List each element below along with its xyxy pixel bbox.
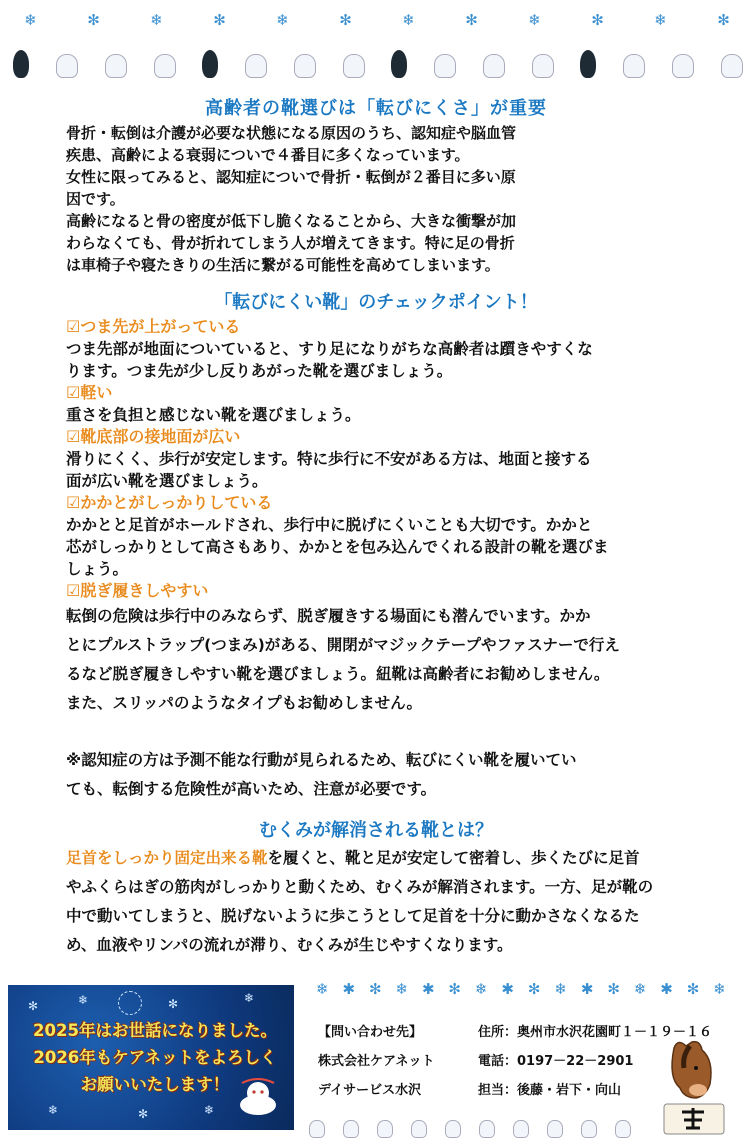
snowflake-icon: ✻ <box>591 11 606 29</box>
checkpoint-heading: ☑脱ぎ履きしやすい <box>66 581 209 600</box>
snowflake-icon: ✻ <box>138 1107 149 1121</box>
checkpoint-text: 滑りにくく、歩行が安定します。特に歩行に不安がある方は、地面と接する <box>66 450 592 468</box>
snowflake-icon: ✻ <box>28 999 39 1013</box>
snowflake-icon: ❄ <box>316 980 329 998</box>
snowflake-border-top <box>0 6 756 34</box>
seal-icon <box>547 1120 563 1138</box>
checkpoint-text: また、スリッパのようなタイプもお勧めしません。 <box>66 694 423 712</box>
snowflake-icon: ✻ <box>607 980 620 998</box>
checkpoint-text: かかとと足首がホールドされ、歩行中に脱げにくいことも大切です。かかと <box>66 516 593 534</box>
paragraph-line: 高齢になると骨の密度が低下し脆くなることから、大きな衝撃が加 <box>66 212 517 230</box>
paragraph-line: 因です。 <box>66 190 125 208</box>
rabbit-icon <box>154 54 176 78</box>
checkpoint-heading: ☑つま先が上がっている <box>66 317 241 336</box>
checkpoint-text: とにプルストラップ(つまみ)がある、開閉がマジックテープやファスナーで行え <box>66 636 620 654</box>
snowflake-icon: ✻ <box>339 11 354 29</box>
seal-icon <box>483 54 505 78</box>
paragraph-line <box>66 844 686 873</box>
paragraph-line: め、血液やリンパの流れが滞り、むくみが生じやすくなります。 <box>66 936 513 954</box>
rabbit-icon <box>343 54 365 78</box>
snowflake-icon: ❄ <box>713 980 726 998</box>
snowflake-icon: ✻ <box>686 980 700 998</box>
horse-calligraphy-icon <box>660 1038 730 1136</box>
checkpoint-text: 重さを負担と感じない靴を選びましょう。 <box>66 406 361 424</box>
snowflake-icon: ❄ <box>554 980 567 998</box>
snowflake-border-bottom <box>316 980 726 1002</box>
paragraph-line: 中で動いてしまうと、脱げないように歩こうとして足首を十分に動かさなくなるた <box>66 907 640 925</box>
section-title-checkpoints: 「転びにくい靴」のチェックポイント！ <box>214 292 538 313</box>
rabbit-icon <box>479 1120 495 1138</box>
polar-animal-border <box>0 42 756 78</box>
paragraph-line: 疾患、高齢による衰弱についで４番目に多くなっています。 <box>66 146 470 164</box>
section-title-shoe-selection: 高齢者の靴選びは「転びにくさ」が重要 <box>205 98 547 119</box>
checkpoint-text: つま先部が地面についていると、すり足になりがちな高齢者は躓きやすくな <box>66 340 593 358</box>
penguin-icon <box>13 50 29 78</box>
snowflake-icon: ✻ <box>527 980 541 998</box>
snowflake-icon: ❄ <box>474 980 488 998</box>
paragraph-line: わらなくても、骨が折れてしまう人が増えてきます。特に足の骨折 <box>66 234 515 252</box>
penguin-icon <box>391 50 407 78</box>
contact-phone: 電話：0197－22－2901 <box>478 1054 634 1069</box>
paragraph-line: 女性に限ってみると、認知症についで骨折・転倒が２番目に多い原 <box>66 168 516 186</box>
rabbit-icon <box>377 1120 393 1138</box>
rabbit-icon <box>721 54 743 78</box>
snowflake-icon: ✻ <box>448 980 461 998</box>
section-title-swelling: むくみが解消される靴とは？ <box>259 820 493 841</box>
snowflake-icon: ✱ <box>580 980 594 998</box>
penguin-icon <box>202 50 218 78</box>
snowflake-icon: ✱ <box>501 980 514 998</box>
arctic-fox-icon <box>615 1120 631 1138</box>
paragraph-line: 骨折・転倒は介護が必要な状態になる原因のうち、認知症や脳血管 <box>66 124 517 142</box>
paragraph-line: は車椅子や寝たきりの生活に繋がる可能性を高めてしまいます。 <box>66 256 500 274</box>
snowflake-icon: ❄ <box>402 11 417 29</box>
checkpoint-text: 芯がしっかりとして高さもあり、かかとを包み込んでくれる設計の靴を選びま <box>66 538 609 556</box>
white-snake-mascot-icon <box>234 1077 282 1117</box>
rabbit-icon <box>581 1120 597 1138</box>
contact-branch: デイサービス水沢 <box>318 1083 422 1098</box>
greeting-line: 2026年もケアネットをよろしく <box>33 1048 277 1067</box>
paragraph-line-rest: を履くと、靴と足が安定して密着し、歩くたびに足首 <box>267 849 640 867</box>
snowflake-icon: ❄ <box>276 11 291 29</box>
seal-icon <box>445 1120 461 1138</box>
checkpoint-heading: ☑軽い <box>66 383 113 402</box>
checkpoint-text: 転倒の危険は歩行中のみならず、脱ぎ履きする場面にも潜んでいます。かか <box>66 607 591 625</box>
polar-animal-border-bottom <box>300 1112 640 1138</box>
paragraph-line: やふくらはぎの筋肉がしっかりと動くため、むくみが解消されます。一方、足が靴の <box>66 878 654 896</box>
snowflake-icon: ✱ <box>660 980 673 998</box>
spiderweb-snowflake-icon <box>118 991 142 1015</box>
new-year-greeting-card <box>8 985 294 1130</box>
newsletter-body <box>66 90 686 960</box>
arctic-fox-icon <box>309 1120 325 1138</box>
contact-info <box>318 1016 718 1103</box>
snowflake-icon: ❄ <box>633 980 647 998</box>
arctic-fox-icon <box>513 1120 529 1138</box>
snowflake-icon: ❄ <box>48 1103 59 1117</box>
arctic-fox-icon <box>56 54 78 78</box>
snowflake-icon: ❄ <box>204 1103 215 1117</box>
greeting-line: 2025年はお世話になりました。 <box>33 1021 277 1040</box>
snowflake-icon: ✻ <box>717 11 732 29</box>
contact-staff: 担当：後藤・岩下・向山 <box>478 1083 622 1098</box>
contact-company: 株式会社ケアネット <box>318 1054 435 1069</box>
contact-heading: 【問い合わせ先】 <box>318 1025 423 1040</box>
seal-icon <box>672 54 694 78</box>
checkpoint-heading: ☑靴底部の接地面が広い <box>66 427 241 446</box>
arctic-fox-icon <box>411 1120 427 1138</box>
snowflake-icon: ✻ <box>213 11 228 29</box>
seal-icon <box>343 1120 359 1138</box>
snowflake-icon: ✻ <box>465 11 480 29</box>
snowflake-icon: ❄ <box>244 991 255 1005</box>
greeting-line: お願いいたします！ <box>80 1075 230 1094</box>
snowflake-icon: ❄ <box>24 11 39 29</box>
snowflake-icon: ✻ <box>168 997 179 1011</box>
arctic-fox-icon <box>623 54 645 78</box>
checkpoint-text: ります。つま先が少し反りあがった靴を選びましょう。 <box>66 362 453 380</box>
snowflake-icon: ❄ <box>528 11 543 29</box>
dementia-note: ても、転倒する危険性が高いため、注意が必要です。 <box>66 780 437 798</box>
seal-icon <box>294 54 316 78</box>
snowflake-icon: ✱ <box>421 980 435 998</box>
penguin-icon <box>580 50 596 78</box>
snowflake-icon: ❄ <box>395 980 409 998</box>
checkpoint-text: るなど脱ぎ履きしやすい靴を選びましょう。紐靴は高齢者にお勧めしません。 <box>66 665 610 683</box>
checkpoint-text: 面が広い靴を選びましょう。 <box>66 472 268 490</box>
snowflake-icon: ❄ <box>78 993 89 1007</box>
rabbit-icon <box>532 54 554 78</box>
checkpoint-text: しょう。 <box>66 560 129 578</box>
snowflake-icon: ❄ <box>654 11 669 29</box>
dementia-note: ※認知症の方は予測不能な行動が見られるため、転びにくい靴を履いてい <box>66 751 577 769</box>
snowflake-icon: ✱ <box>342 980 356 998</box>
contact-address: 住所：奥州市水沢花園町１－１９－１６ <box>478 1025 713 1040</box>
snowflake-icon: ✻ <box>87 11 102 29</box>
checkpoint-heading: ☑かかとがしっかりしている <box>66 493 273 512</box>
seal-icon <box>105 54 127 78</box>
arctic-fox-icon <box>434 54 456 78</box>
arctic-fox-icon <box>245 54 267 78</box>
snowflake-icon: ❄ <box>150 11 165 29</box>
highlight-text: 足首をしっかり固定出来る靴 <box>66 849 268 867</box>
snowflake-icon: ✻ <box>368 980 382 998</box>
